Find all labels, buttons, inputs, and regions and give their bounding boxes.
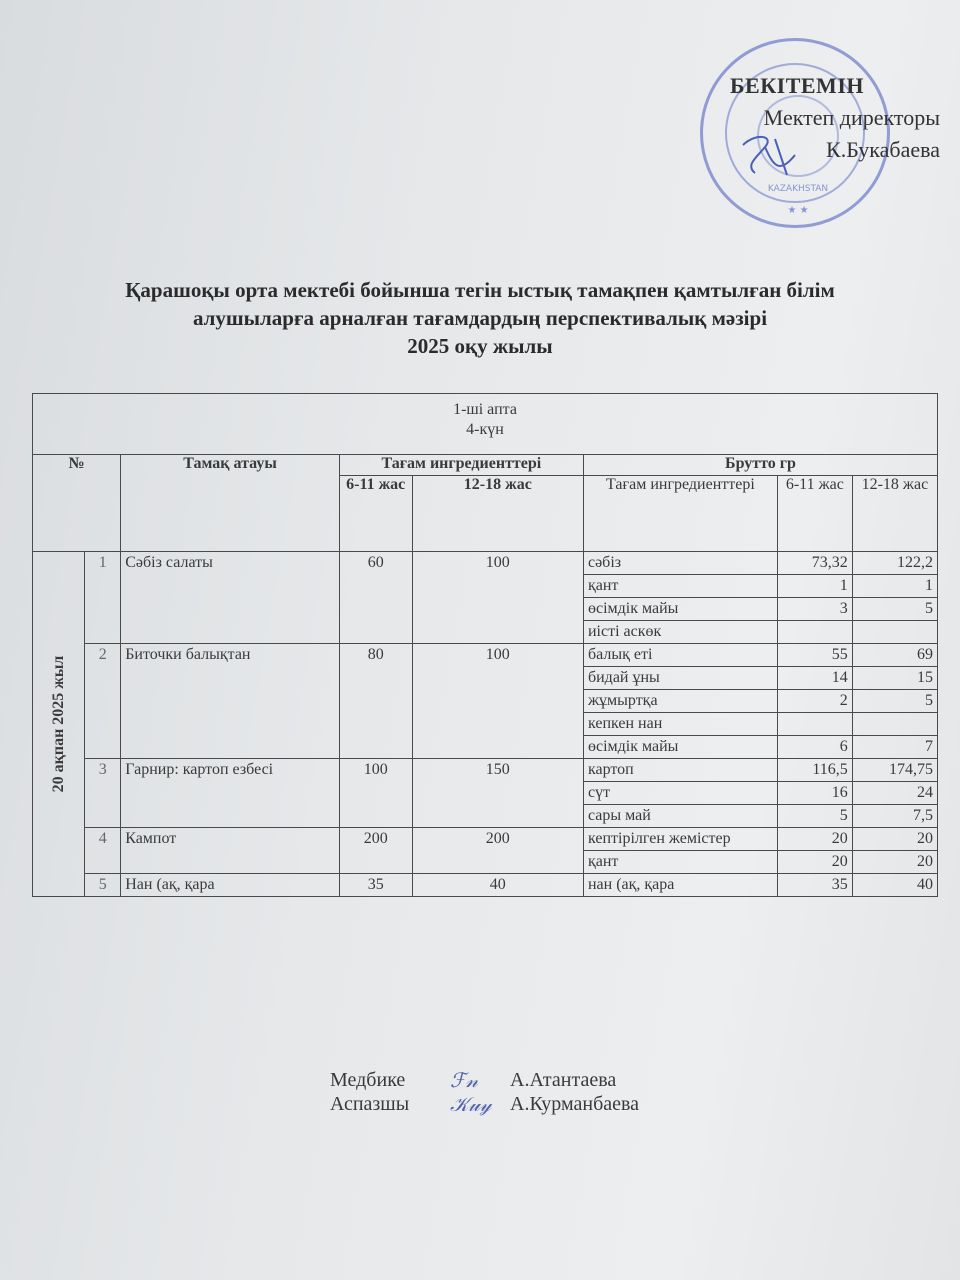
dish-name: Нан (ақ, қара: [121, 874, 340, 897]
menu-table: [32, 393, 938, 897]
nurse-signature-icon: ℱ𝓃: [450, 1068, 479, 1092]
ingredient-brutto-1218: 20: [852, 851, 937, 874]
ingredient-brutto-1218: 7: [852, 736, 937, 759]
col-dish: Тамақ атауы: [121, 455, 340, 552]
ingredient-brutto-1218: 122,2: [852, 552, 937, 575]
ingredient-brutto-1218: 69: [852, 644, 937, 667]
title-line-2: алушыларға арналған тағамдардың перспективалық мәзірі: [192, 306, 768, 330]
dish-portion-1218: 100: [412, 552, 583, 644]
ingredient-brutto-611: 2: [777, 690, 852, 713]
ingredient-name: қант: [583, 575, 777, 598]
ingredient-brutto-611: 3: [777, 598, 852, 621]
ingredient-brutto-611: 5: [777, 805, 852, 828]
dish-portion-1218: 40: [412, 874, 583, 897]
week-day-header: [33, 394, 938, 455]
ingredient-name: нан (ақ, қара: [583, 874, 777, 897]
cook-signature-icon: 𝒦𝓊𝓎: [450, 1092, 492, 1116]
ingredient-brutto-1218: 5: [852, 598, 937, 621]
ingredient-name: кепкен нан: [583, 713, 777, 736]
dish-number: 3: [85, 759, 121, 828]
table-row: [33, 759, 938, 782]
ingredient-brutto-611: 6: [777, 736, 852, 759]
signature-role: Аспазшы: [330, 1093, 410, 1115]
dish-name: Биточки балықтан: [121, 644, 340, 759]
ingredient-name: өсімдік майы: [583, 598, 777, 621]
date-label: 20 ақпан 2025 жыл: [49, 655, 67, 793]
ingredient-brutto-611: 73,32: [777, 552, 852, 575]
ingredient-brutto-611: [777, 713, 852, 736]
ingredient-name: сәбіз: [583, 552, 777, 575]
title-line-3: 2025 оқу жылы: [407, 334, 553, 358]
dish-portion-611: 200: [339, 828, 412, 874]
dish-portion-611: 80: [339, 644, 412, 759]
dish-number: 4: [85, 828, 121, 874]
col-ingredients-group: Тағам ингредиенттері: [339, 455, 583, 476]
ingredient-brutto-1218: 7,5: [852, 805, 937, 828]
dish-portion-611: 100: [339, 759, 412, 828]
ingredient-name: қант: [583, 851, 777, 874]
ingredient-brutto-611: 16: [777, 782, 852, 805]
ingredient-brutto-611: 1: [777, 575, 852, 598]
svg-text:★ ★: ★ ★: [787, 205, 809, 216]
approval-name: К.Букабаева: [826, 137, 940, 162]
dish-number: 5: [85, 874, 121, 897]
col-brutto-611: 6-11 жас: [777, 476, 852, 552]
ingredient-brutto-1218: 174,75: [852, 759, 937, 782]
table-row: [33, 874, 938, 897]
ingredient-name: бидай ұны: [583, 667, 777, 690]
ingredient-name: картоп: [583, 759, 777, 782]
ingredient-brutto-1218: 20: [852, 828, 937, 851]
document-title: [30, 276, 930, 360]
signature-role: Медбике: [330, 1069, 406, 1091]
svg-text:KAZAKHSTAN: KAZAKHSTAN: [767, 184, 829, 194]
dish-name: Гарнир: картоп езбесі: [121, 759, 340, 828]
director-signature-icon: [735, 125, 805, 185]
dish-number: 1: [85, 552, 121, 644]
col-brutto-1218: 12-18 жас: [852, 476, 937, 552]
ingredient-brutto-611: 116,5: [777, 759, 852, 782]
table-row: [33, 644, 938, 667]
dish-portion-611: 35: [339, 874, 412, 897]
ingredient-brutto-611: 35: [777, 874, 852, 897]
table-row: [33, 552, 938, 575]
table-row: [33, 828, 938, 851]
ingredient-brutto-611: 14: [777, 667, 852, 690]
col-brutto-group: Брутто гр: [583, 455, 937, 476]
ingredient-name: иісті аскөк: [583, 621, 777, 644]
ingredient-brutto-611: 20: [777, 828, 852, 851]
day-label: 4-күн: [466, 421, 504, 438]
ingredient-name: өсімдік майы: [583, 736, 777, 759]
ingredient-name: сары май: [583, 805, 777, 828]
dish-portion-1218: 200: [412, 828, 583, 874]
col-ingredients: Тағам ингредиенттері: [583, 476, 777, 552]
signature-name: А.Атантаева: [510, 1069, 617, 1091]
approval-title: БЕКІТЕМІН: [729, 73, 864, 98]
dish-portion-1218: 150: [412, 759, 583, 828]
ingredient-brutto-611: [777, 621, 852, 644]
week-label: 1-ші апта: [453, 401, 517, 418]
signatures: [330, 1068, 639, 1116]
ingredient-brutto-1218: 1: [852, 575, 937, 598]
title-line-1: Қарашоқы орта мектебі бойынша тегін ыстық тамақпен қамтылған білім: [125, 278, 835, 302]
dish-name: Кампот: [121, 828, 340, 874]
ingredient-brutto-1218: 24: [852, 782, 937, 805]
ingredient-name: жұмыртқа: [583, 690, 777, 713]
date-cell: [33, 552, 85, 897]
ingredient-brutto-611: 20: [777, 851, 852, 874]
ingredient-name: сүт: [583, 782, 777, 805]
ingredient-brutto-1218: [852, 621, 937, 644]
dish-portion-1218: 100: [412, 644, 583, 759]
ingredient-brutto-1218: 40: [852, 874, 937, 897]
ingredient-brutto-1218: 5: [852, 690, 937, 713]
dish-portion-611: 60: [339, 552, 412, 644]
signature-row-nurse: [330, 1068, 639, 1092]
ingredient-name: балық еті: [583, 644, 777, 667]
signature-row-cook: [330, 1092, 639, 1116]
signature-name: А.Курманбаева: [510, 1093, 640, 1115]
dish-number: 2: [85, 644, 121, 759]
approval-position: Мектеп директоры: [763, 105, 940, 130]
ingredient-name: кептірілген жемістер: [583, 828, 777, 851]
col-age-1218: 12-18 жас: [412, 476, 583, 552]
ingredient-brutto-611: 55: [777, 644, 852, 667]
ingredient-brutto-1218: 15: [852, 667, 937, 690]
dish-name: Сәбіз салаты: [121, 552, 340, 644]
col-num: №: [33, 455, 121, 552]
ingredient-brutto-1218: [852, 713, 937, 736]
col-age-611: 6-11 жас: [339, 476, 412, 552]
